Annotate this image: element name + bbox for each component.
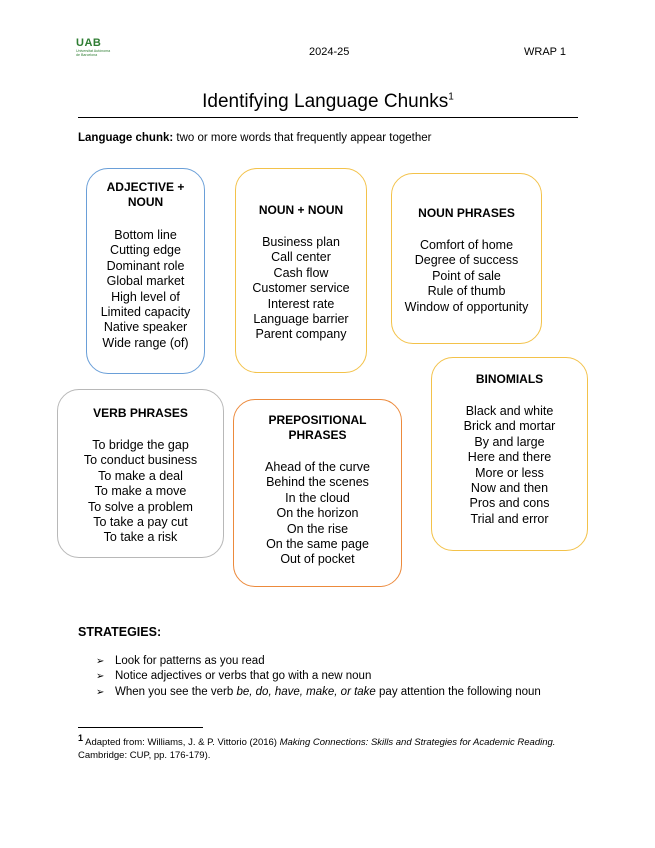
footnote-book-title: Making Connections: Skills and Strategies for Academic Reading.: [279, 737, 556, 749]
chunk-item: Comfort of home: [419, 238, 514, 252]
chunk-item: On the horizon: [276, 506, 359, 521]
chunk-item: Behind the scenes: [266, 475, 369, 490]
chunk-item: Here and there: [467, 450, 552, 465]
box-heading: ADJECTIVE + NOUN: [106, 180, 185, 209]
chunk-item: Cash flow: [273, 265, 329, 280]
chunk-item: Cutting edge: [110, 243, 181, 258]
logo-text: UAB: [76, 37, 102, 49]
box-noun-noun: [235, 168, 367, 373]
chunk-list: [436, 404, 583, 527]
chunk-item: On the same page: [266, 537, 369, 552]
chunk-item: Call center: [271, 250, 331, 265]
title-underline: [78, 117, 578, 118]
chunk-item: Window of opportunity: [404, 299, 529, 314]
chunk-list: [240, 235, 362, 343]
chunk-item: Out of pocket: [280, 552, 355, 567]
chunk-item: Trial and error: [470, 511, 549, 526]
box-heading: VERB PHRASES: [93, 406, 188, 420]
chunk-list: [93, 228, 198, 351]
chunk-item: Bottom line: [114, 228, 177, 242]
header-year: 2024-25: [309, 46, 350, 58]
strategy-text-pre: When you see the verb: [115, 685, 237, 698]
chunk-item: Wide range (of): [102, 335, 189, 350]
strategy-item: [96, 654, 541, 669]
chunk-item: Now and then: [470, 481, 549, 496]
chunk-item: In the cloud: [285, 490, 350, 505]
arrow-bullet-icon: ➢: [96, 656, 105, 667]
uab-logo: [76, 38, 136, 62]
box-heading: NOUN PHRASES: [418, 206, 515, 220]
definition-text: two or more words that frequently appear together: [173, 132, 432, 144]
footnote: [78, 732, 578, 762]
chunk-item: To bridge the gap: [92, 438, 189, 452]
box-verb-phrases: [57, 389, 224, 558]
chunk-item: Brick and mortar: [463, 419, 556, 434]
chunk-item: To make a deal: [98, 468, 183, 483]
chunk-item: Ahead of the curve: [265, 460, 370, 474]
strategy-text: Notice adjectives or verbs that go with a new noun: [115, 670, 372, 683]
box-prepositional-phrases: [233, 399, 402, 587]
chunk-item: High level of Limited capacity: [100, 289, 191, 320]
chunk-item: On the rise: [286, 521, 349, 536]
page-title-text: Identifying Language Chunks: [202, 91, 449, 112]
box-noun-phrases: [391, 173, 542, 344]
header-course-code: WRAP 1: [524, 46, 566, 58]
footnote-text-post: Cambridge: CUP, pp. 176-179).: [78, 750, 211, 762]
footnote-text-pre: Adapted from: Williams, J. & P. Vittorio (2016): [83, 737, 280, 749]
chunk-item: Black and white: [465, 404, 554, 418]
chunk-item: Dominant role: [106, 258, 185, 273]
box-heading: NOUN + NOUN: [258, 203, 344, 217]
chunk-list: [62, 438, 219, 546]
strategy-item: [96, 685, 541, 700]
chunk-item: Pros and cons: [469, 496, 550, 511]
chunk-list: [238, 460, 397, 568]
footnote-mark: 1: [78, 733, 84, 743]
strategies-list: [96, 654, 541, 700]
arrow-bullet-icon: ➢: [96, 671, 105, 683]
logo-subtitle-1: Universitat Autònoma: [76, 49, 111, 53]
box-adjective-noun: [86, 168, 205, 374]
title-footnote-mark: 1: [448, 91, 454, 103]
logo-subtitle-2: de Barcelona: [76, 53, 98, 57]
chunk-item: By and large: [474, 434, 545, 449]
chunk-item: To take a pay cut: [93, 515, 188, 530]
chunk-item: Rule of thumb: [427, 284, 506, 299]
chunk-item: To conduct business: [83, 453, 198, 468]
chunk-list: [396, 238, 537, 315]
chunk-item: Parent company: [255, 327, 347, 342]
strategy-text-verbs: be, do, have, make, or take: [236, 685, 376, 698]
definition-term: Language chunk:: [78, 132, 174, 144]
strategy-item: [96, 669, 541, 684]
strategy-text-post: pay attention the following noun: [375, 685, 541, 698]
chunk-item: To solve a problem: [88, 499, 193, 514]
chunk-item: Interest rate: [267, 296, 335, 311]
box-heading: BINOMIALS: [475, 372, 544, 386]
chunk-item: Business plan: [262, 235, 340, 249]
definition: [78, 132, 431, 144]
chunk-item: Native speaker: [103, 320, 188, 335]
page-title: [78, 91, 578, 113]
chunk-item: Degree of success: [414, 253, 519, 268]
chunk-item: To take a risk: [103, 530, 178, 545]
chunk-item: Global market: [106, 274, 185, 289]
box-heading: PREPOSITIONAL PHRASES: [268, 413, 367, 442]
footnote-separator: [78, 727, 203, 728]
strategies-heading: STRATEGIES:: [78, 625, 162, 639]
chunk-item: Point of sale: [432, 268, 501, 283]
chunk-item: More or less: [475, 465, 544, 480]
chunk-item: To make a move: [94, 484, 187, 499]
arrow-bullet-icon: ➢: [96, 686, 105, 698]
chunk-item: Language barrier: [253, 312, 349, 327]
strategy-text: Look for patterns as you read: [115, 655, 265, 667]
box-binomials: [431, 357, 588, 551]
chunk-item: Customer service: [252, 281, 350, 296]
